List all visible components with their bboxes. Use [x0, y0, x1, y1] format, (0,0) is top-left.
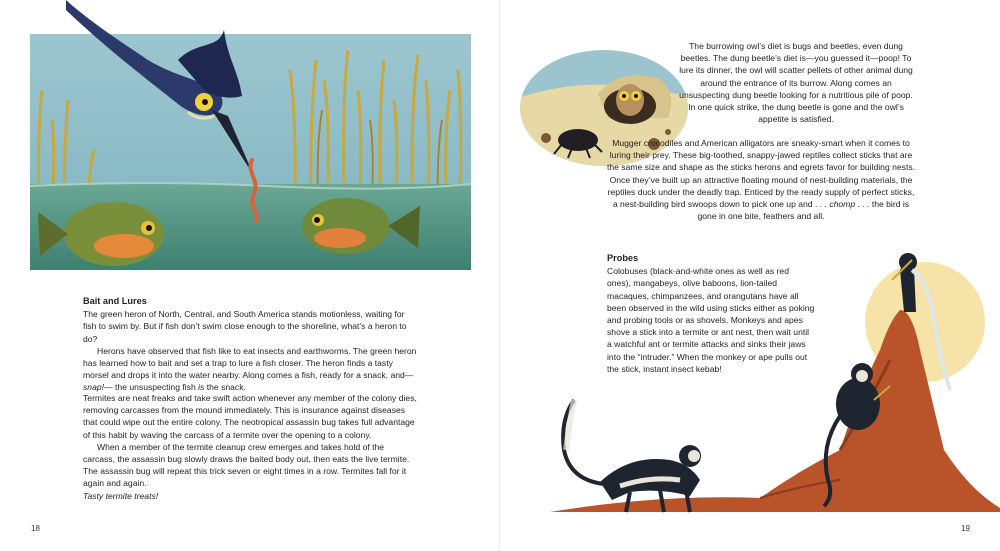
heron-fish-illustration — [28, 0, 474, 272]
chomp-emphasis: chomp — [829, 199, 856, 210]
snap-emphasis: snap! — [83, 382, 105, 393]
bait-paragraph-1: The green heron of North, Central, and South America stands motionless, waiting for fish to swim by. But if fish don’t swim close enough to the shoreline, what’s a heron to do? — [83, 309, 407, 344]
probes-heading: Probes — [607, 253, 639, 263]
bait-and-lures-section — [83, 295, 418, 394]
gutter — [499, 0, 501, 551]
owl-section — [676, 40, 916, 125]
owl-paragraph: The burrowing owl’s diet is bugs and beetles, even dung beetles. The dung beetle’s diet is—you guessed it—poop! To lure its dinner, the owl will scatter pellets of other animal dung around the entrance of its burrow. Along comes an unsuspecting dung beetle looking for a nutritious pile of poop. In one quick strike, the dung beetle is gone and the owl’s appetite is satisfied. — [679, 41, 913, 125]
crocodile-section — [606, 137, 916, 222]
is-emphasis: is — [198, 382, 205, 393]
termite-section — [83, 392, 418, 502]
bait-heading: Bait and Lures — [83, 296, 147, 306]
monkeys-termite-mound-illustration — [540, 250, 1000, 518]
crocodile-paragraph: Mugger crocodiles and American alligators are sneaky-smart when it comes to luring their prey. These big-toothed, snappy-jawed reptiles collect sticks that are the same size and shape as the sticks herons and egrets favor for building nests. Once they’ve built up an attractive floating mound of nest-building materials, the reptiles duck under the deadly trap. Enticed by the ready supply of perfect sticks, a nest-building bird swoops down to pick one up and . . . chomp . . . the bird is gone in one bite, feathers and all. — [606, 138, 916, 222]
probes-paragraph: Colobuses (black-and-white ones as well as red ones), mangabeys, olive baboons, lion-tailed macaques, chimpanzees, and orangutans have all been observed in the wild using sticks either as poking and probing tools or as shovels. Monkeys and apes shove a stick into a termite or ant nest, then wait until a watchful ant or termite attacks and sinks their jaws into the “intruder.” When the monkey or ape pulls out the stick, instant insect kebab! — [607, 266, 815, 374]
bait-paragraph-2: Herons have observed that fish like to eat insects and earthworms. The green heron has learned how to bait and set a trap to lure a fish closer. The heron finds a tasty morsel and drops it into the water nearby. Along comes a fish, ready for a snack, and—snap!— the unsuspecting fish is the snack. — [83, 345, 417, 393]
termite-paragraph-1: Termites are neat freaks and take swift action whenever any member of the colony dies, removing carcasses from the mound immediately. This is insurance against diseases that could wipe out the entire colony. The neotropical assassin bug takes full advantage of this habit by waving the carcass of a termite over the opening to a colony. — [83, 393, 417, 440]
page-number-left: 18 — [31, 524, 40, 533]
page-number-right: 19 — [961, 524, 970, 533]
termite-paragraph-2: When a member of the termite cleanup crew emerges and takes hold of the carcass, the assassin bug slowly draws the baited body out, then eats the live termite. The assassin bug will repeat this trick seven or eight times in a row. Termites fall for it again and again. — [83, 441, 410, 489]
termite-paragraph-3: Tasty termite treats! — [83, 490, 159, 501]
